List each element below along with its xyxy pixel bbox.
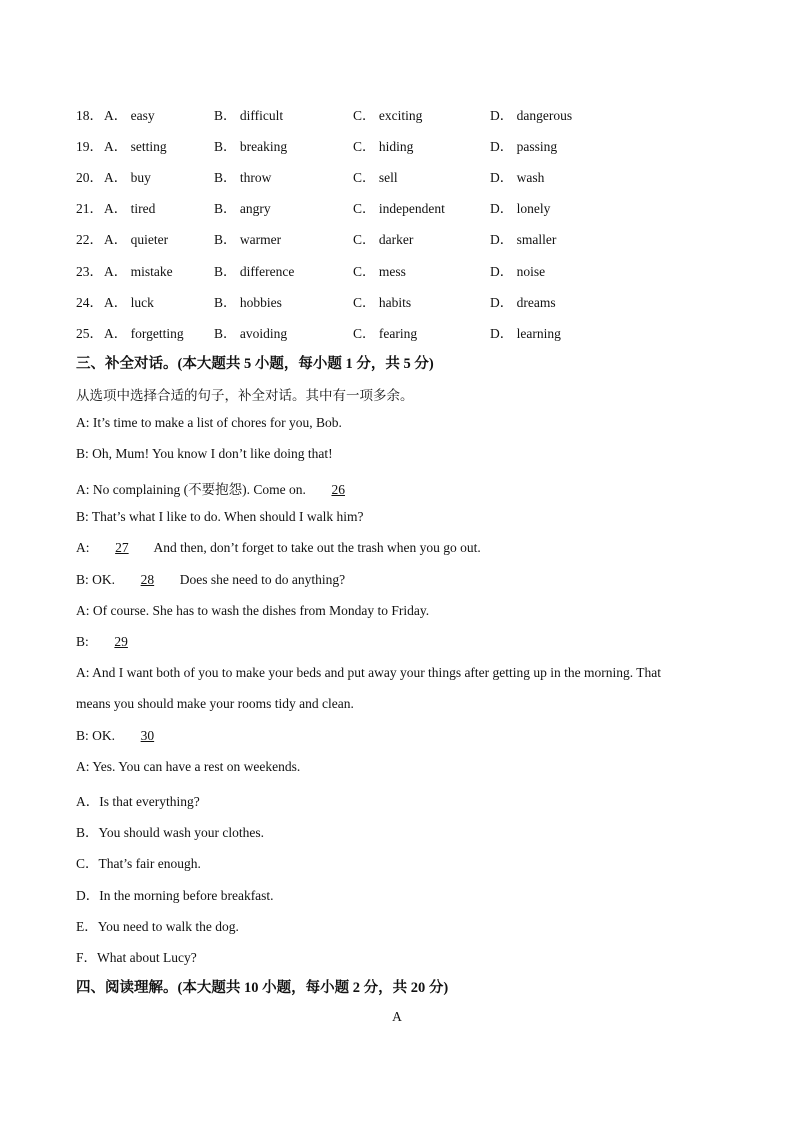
question-number: 20．: [76, 170, 103, 185]
option-a: A． quieter: [104, 232, 169, 247]
option-d: D． dreams: [490, 295, 556, 310]
question-number: 24．: [76, 295, 103, 310]
question-number: 22．: [76, 232, 103, 247]
option-item: B．You should wash your clothes.: [76, 825, 265, 840]
option-b: B． avoiding: [214, 326, 288, 341]
blank-26: 26: [331, 482, 345, 497]
option-c: C． habits: [353, 295, 412, 310]
dialogue-line: A: And I want both of you to make your beds and put away your things after getting up in the morning. That: [76, 665, 662, 680]
dialogue-line: A: It’s time to make a list of chores for you, Bob.: [76, 415, 342, 430]
option-c: C． sell: [353, 170, 398, 185]
dialogue-line: means you should make your rooms tidy and clean.: [76, 696, 354, 711]
option-a: A． mistake: [104, 264, 173, 279]
mc-question-20: [76, 166, 716, 186]
option-c: C． fearing: [353, 326, 418, 341]
option-b: B． hobbies: [214, 295, 282, 310]
option-a: A． tired: [104, 201, 156, 216]
option-c: C． mess: [353, 264, 406, 279]
section-3-heading: 三、补全对话。(本大题共 5 小题，每小题 1 分，共 5 分): [76, 356, 434, 372]
option-item: A．Is that everything?: [76, 794, 200, 809]
option-d: D． lonely: [490, 201, 551, 216]
option-c: C． darker: [353, 232, 414, 247]
dialogue-line: B: Oh, Mum! You know I don’t like doing that!: [76, 446, 333, 461]
option-d: D． learning: [490, 326, 561, 341]
question-number: 21．: [76, 201, 103, 216]
dialogue-line: [76, 728, 176, 744]
mc-question-19: [76, 135, 716, 155]
passage-label: A: [392, 1009, 402, 1024]
blank-29: 29: [114, 634, 128, 649]
dialogue-text: Does she need to do anything?: [176, 572, 346, 587]
dialogue-text: B:: [76, 634, 93, 649]
dialogue-line: [76, 540, 481, 556]
dialogue-text: B: OK.: [76, 728, 119, 743]
option-item: D．In the morning before breakfast.: [76, 888, 274, 903]
option-d: D． smaller: [490, 232, 557, 247]
mc-question-24: [76, 291, 716, 311]
option-d: D． dangerous: [490, 108, 573, 123]
option-item: C．That’s fair enough.: [76, 856, 201, 871]
dialogue-text: B: OK.: [76, 572, 119, 587]
option-d: D． wash: [490, 170, 545, 185]
option-a: A． forgetting: [104, 326, 184, 341]
mc-question-25: [76, 322, 716, 342]
dialogue-text: A: No complaining (不要抱怨). Come on.: [76, 482, 310, 497]
option-b: B． difference: [214, 264, 295, 279]
dialogue-line: B: That’s what I like to do. When should I walk him?: [76, 509, 364, 524]
dialogue-line: A: Of course. She has to wash the dishes from Monday to Friday.: [76, 603, 430, 618]
question-number: 19．: [76, 139, 103, 154]
option-c: C． exciting: [353, 108, 423, 123]
mc-question-18: [76, 104, 716, 124]
option-b: B． angry: [214, 201, 271, 216]
question-number: 18．: [76, 108, 103, 123]
dialogue-line: [76, 634, 150, 650]
option-d: D． noise: [490, 264, 546, 279]
option-c: C． hiding: [353, 139, 414, 154]
blank-27: 27: [115, 540, 129, 555]
blank-30: 30: [140, 728, 155, 743]
question-number: 23．: [76, 264, 103, 279]
dialogue-text: A:: [76, 540, 93, 555]
option-b: B． throw: [214, 170, 272, 185]
option-d: D． passing: [490, 139, 558, 154]
mc-question-23: [76, 260, 716, 280]
mc-question-22: [76, 228, 716, 248]
dialogue-line: [76, 478, 367, 498]
question-number: 25．: [76, 326, 103, 341]
dialogue-text: And then, don’t forget to take out the trash when you go out.: [150, 540, 481, 555]
option-item: F．What about Lucy?: [76, 950, 197, 965]
option-a: A． luck: [104, 295, 154, 310]
mc-question-21: [76, 197, 716, 217]
dialogue-line: [76, 572, 345, 588]
option-b: B． breaking: [214, 139, 288, 154]
option-a: A． buy: [104, 170, 151, 185]
option-c: C． independent: [353, 201, 445, 216]
dialogue-line: A: Yes. You can have a rest on weekends.: [76, 759, 301, 774]
option-item: E．You need to walk the dog.: [76, 919, 239, 934]
section-4-heading: 四、阅读理解。(本大题共 10 小题，每小题 2 分，共 20 分): [76, 980, 449, 996]
option-b: B． difficult: [214, 108, 284, 123]
blank-28: 28: [140, 572, 155, 587]
section-3-instruction: 从选项中选择合适的句子，补全对话。其中有一项多余。: [76, 388, 414, 403]
option-a: A． setting: [104, 139, 167, 154]
option-a: A． easy: [104, 108, 155, 123]
option-b: B． warmer: [214, 232, 282, 247]
